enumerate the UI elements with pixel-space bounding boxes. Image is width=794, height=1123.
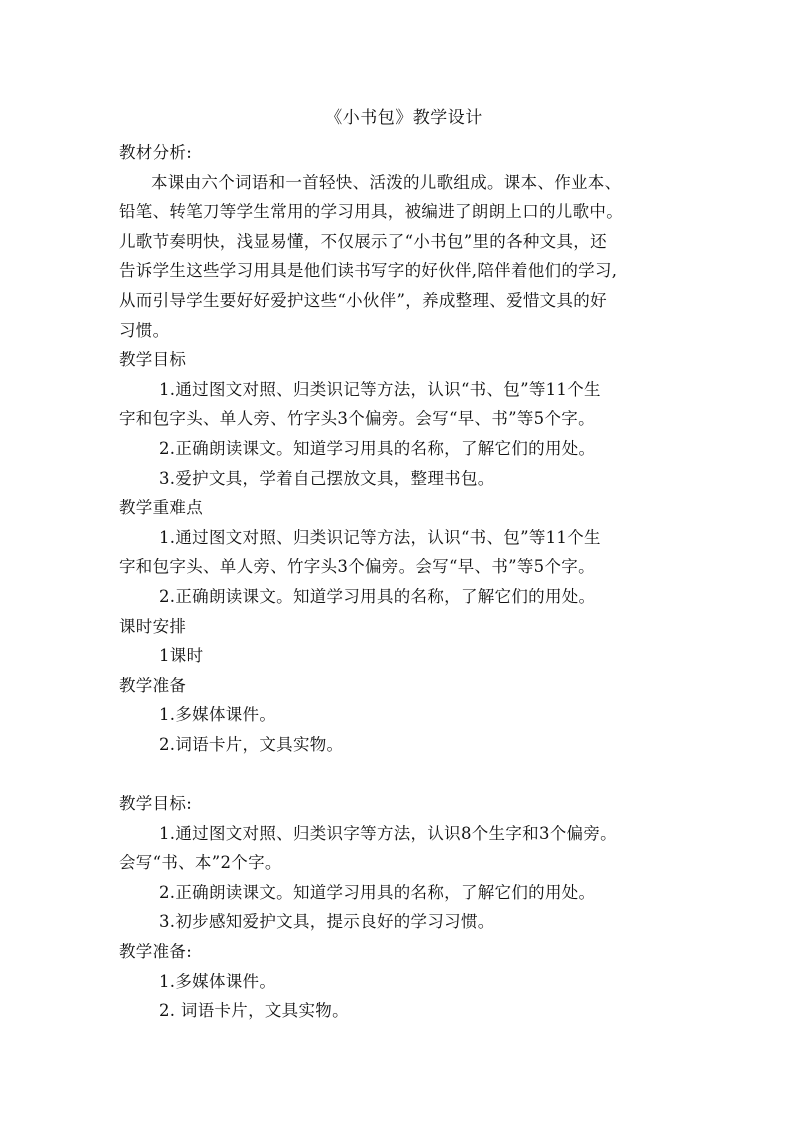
list-item-continuation: 字和包字头、单人旁、竹字头3个偏旁。会写“早、书”等5个字。 (119, 409, 595, 429)
list-item: 1.通过图文对照、归类识字等方法，认识8个生字和3个偏旁。 (159, 823, 617, 843)
list-item: 2.正确朗读课文。知道学习用具的名称，了解它们的用处。 (159, 882, 596, 902)
paragraph-line: 告诉学生这些学习用具是他们读书写字的好伙伴,陪伴着他们的学习, (119, 261, 618, 281)
list-item: 1.多媒体课件。 (159, 971, 277, 991)
document-title: 《小书包》教学设计 (325, 108, 483, 128)
section-heading-goals-2: 教学目标: (119, 794, 193, 814)
list-item: 1.多媒体课件。 (159, 705, 277, 725)
section-heading-goals: 教学目标 (119, 350, 187, 370)
section-heading-schedule: 课时安排 (119, 616, 187, 636)
list-item: 2. 词语卡片，文具实物。 (159, 1001, 349, 1021)
list-item-continuation: 字和包字头、单人旁、竹字头3个偏旁。会写“早、书”等5个字。 (119, 557, 595, 577)
list-item: 3.爱护文具，学着自己摆放文具，整理书包。 (159, 468, 495, 488)
list-item: 1.通过图文对照、归类识记等方法，认识“书、包”等11个生 (159, 527, 601, 547)
section-heading-preparation-2: 教学准备: (119, 942, 193, 962)
paragraph-line: 习惯。 (119, 320, 170, 340)
list-item: 2.正确朗读课文。知道学习用具的名称，了解它们的用处。 (159, 586, 596, 606)
paragraph-line: 铅笔、转笔刀等学生常用的学习用具，被编进了朗朗上口的儿歌中。 (119, 202, 623, 222)
document-page (119, 108, 689, 1026)
section-heading-key-points: 教学重难点 (119, 498, 203, 518)
list-item: 1.通过图文对照、归类识记等方法，认识“书、包”等11个生 (159, 379, 601, 399)
section-heading-preparation: 教学准备 (119, 675, 187, 695)
paragraph-line: 儿歌节奏明快，浅显易懂，不仅展示了“小书包”里的各种文具，还 (119, 231, 607, 251)
paragraph-line: 从而引导学生要好好爱护这些“小伙伴”，养成整理、爱惜文具的好 (119, 290, 607, 310)
list-item: 2.词语卡片，文具实物。 (159, 734, 344, 754)
spacer (119, 759, 689, 789)
list-item: 1课时 (159, 646, 204, 666)
section-heading-analysis: 教材分析: (119, 143, 193, 162)
list-item: 3.初步感知爱护文具，提示良好的学习习惯。 (159, 912, 495, 932)
list-item: 2.正确朗读课文。知道学习用具的名称，了解它们的用处。 (159, 438, 596, 458)
paragraph-line: 本课由六个词语和一首轻快、活泼的儿歌组成。课本、作业本、 (151, 172, 622, 192)
list-item-continuation: 会写“书、本”2个字。 (119, 853, 282, 873)
